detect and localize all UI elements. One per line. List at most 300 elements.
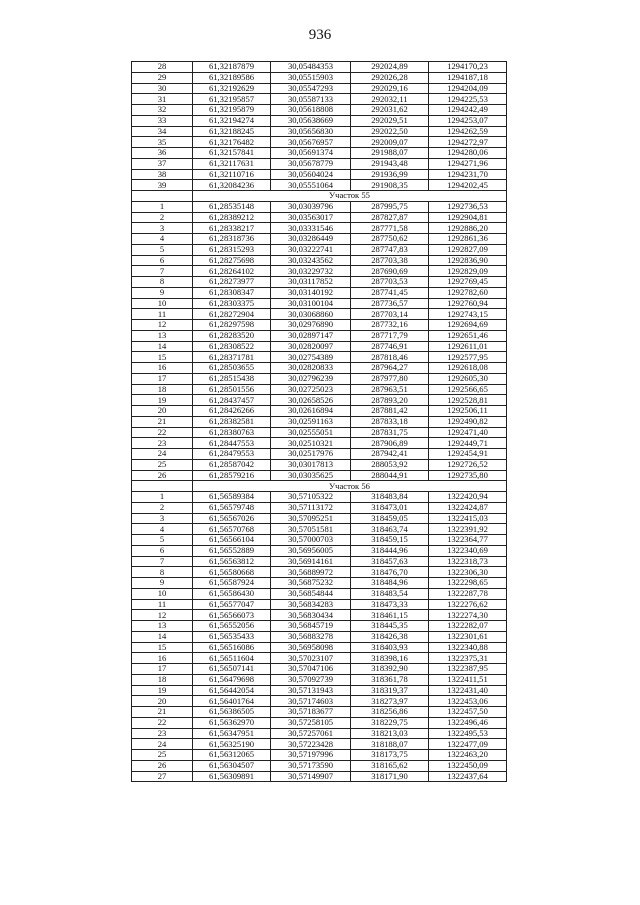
point-number-cell: 8 xyxy=(132,567,193,578)
table-row xyxy=(132,62,507,73)
latitude-cell: 61,28380763 xyxy=(193,427,271,438)
latitude-cell: 61,56535433 xyxy=(193,631,271,642)
longitude-cell: 30,57197996 xyxy=(271,750,351,761)
longitude-cell: 30,03017813 xyxy=(271,459,351,470)
x-coordinate-cell: 291908,35 xyxy=(351,180,429,191)
y-coordinate-cell: 1322387,95 xyxy=(429,664,507,675)
longitude-cell: 30,56854844 xyxy=(271,588,351,599)
point-number-cell: 24 xyxy=(132,449,193,460)
longitude-cell: 30,05515903 xyxy=(271,72,351,83)
table-row xyxy=(132,180,507,191)
y-coordinate-cell: 1322457,50 xyxy=(429,707,507,718)
longitude-cell: 30,56956005 xyxy=(271,545,351,556)
point-number-cell: 3 xyxy=(132,513,193,524)
point-number-cell: 1 xyxy=(132,201,193,212)
longitude-cell: 30,56914161 xyxy=(271,556,351,567)
latitude-cell: 61,28389212 xyxy=(193,212,271,223)
y-coordinate-cell: 1294187,18 xyxy=(429,72,507,83)
longitude-cell: 30,02591163 xyxy=(271,416,351,427)
latitude-cell: 61,28437457 xyxy=(193,395,271,406)
y-coordinate-cell: 1292471,40 xyxy=(429,427,507,438)
table-row xyxy=(132,309,507,320)
table-row xyxy=(132,567,507,578)
y-coordinate-cell: 1322450,09 xyxy=(429,760,507,771)
y-coordinate-cell: 1292904,81 xyxy=(429,212,507,223)
table-row xyxy=(132,94,507,105)
y-coordinate-cell: 1294202,45 xyxy=(429,180,507,191)
longitude-cell: 30,05551064 xyxy=(271,180,351,191)
point-number-cell: 22 xyxy=(132,427,193,438)
table-row xyxy=(132,599,507,610)
x-coordinate-cell: 318173,75 xyxy=(351,750,429,761)
longitude-cell: 30,57257061 xyxy=(271,728,351,739)
y-coordinate-cell: 1322411,51 xyxy=(429,674,507,685)
x-coordinate-cell: 287831,75 xyxy=(351,427,429,438)
y-coordinate-cell: 1322298,65 xyxy=(429,578,507,589)
y-coordinate-cell: 1322437,64 xyxy=(429,771,507,782)
latitude-cell: 61,28426266 xyxy=(193,406,271,417)
point-number-cell: 11 xyxy=(132,599,193,610)
x-coordinate-cell: 318213,03 xyxy=(351,728,429,739)
y-coordinate-cell: 1294225,53 xyxy=(429,94,507,105)
latitude-cell: 61,32117631 xyxy=(193,158,271,169)
x-coordinate-cell: 287703,38 xyxy=(351,255,429,266)
longitude-cell: 30,57051581 xyxy=(271,524,351,535)
y-coordinate-cell: 1292735,80 xyxy=(429,470,507,481)
table-row xyxy=(132,406,507,417)
section-blank-cell xyxy=(132,191,193,202)
longitude-cell: 30,56845719 xyxy=(271,621,351,632)
table-row xyxy=(132,277,507,288)
longitude-cell: 30,02796239 xyxy=(271,373,351,384)
coordinates-table-body xyxy=(132,62,507,782)
latitude-cell: 61,28535148 xyxy=(193,201,271,212)
point-number-cell: 3 xyxy=(132,223,193,234)
longitude-cell: 30,57105322 xyxy=(271,492,351,503)
table-row xyxy=(132,137,507,148)
latitude-cell: 61,56479698 xyxy=(193,674,271,685)
table-row xyxy=(132,298,507,309)
longitude-cell: 30,56883278 xyxy=(271,631,351,642)
table-row xyxy=(132,244,507,255)
latitude-cell: 61,56586430 xyxy=(193,588,271,599)
y-coordinate-cell: 1322306,30 xyxy=(429,567,507,578)
latitude-cell: 61,56401764 xyxy=(193,696,271,707)
x-coordinate-cell: 318188,07 xyxy=(351,739,429,750)
table-row xyxy=(132,384,507,395)
x-coordinate-cell: 318473,33 xyxy=(351,599,429,610)
longitude-cell: 30,56834283 xyxy=(271,599,351,610)
table-row xyxy=(132,470,507,481)
table-row xyxy=(132,513,507,524)
point-number-cell: 34 xyxy=(132,126,193,137)
longitude-cell: 30,05691374 xyxy=(271,148,351,159)
latitude-cell: 61,32189586 xyxy=(193,72,271,83)
latitude-cell: 61,28297598 xyxy=(193,320,271,331)
latitude-cell: 61,32187879 xyxy=(193,62,271,73)
latitude-cell: 61,28273977 xyxy=(193,277,271,288)
x-coordinate-cell: 318483,84 xyxy=(351,492,429,503)
x-coordinate-cell: 318445,35 xyxy=(351,621,429,632)
table-row xyxy=(132,728,507,739)
point-number-cell: 2 xyxy=(132,212,193,223)
latitude-cell: 61,32195857 xyxy=(193,94,271,105)
latitude-cell: 61,32084236 xyxy=(193,180,271,191)
y-coordinate-cell: 1292836,90 xyxy=(429,255,507,266)
longitude-cell: 30,05484353 xyxy=(271,62,351,73)
y-coordinate-cell: 1292829,09 xyxy=(429,266,507,277)
y-coordinate-cell: 1292449,71 xyxy=(429,438,507,449)
y-coordinate-cell: 1292736,53 xyxy=(429,201,507,212)
table-row xyxy=(132,588,507,599)
y-coordinate-cell: 1292528,81 xyxy=(429,395,507,406)
section-header-row xyxy=(132,481,507,492)
latitude-cell: 61,56552056 xyxy=(193,621,271,632)
y-coordinate-cell: 1322463,20 xyxy=(429,750,507,761)
point-number-cell: 10 xyxy=(132,588,193,599)
longitude-cell: 30,03563017 xyxy=(271,212,351,223)
table-row xyxy=(132,201,507,212)
x-coordinate-cell: 292009,07 xyxy=(351,137,429,148)
table-row xyxy=(132,148,507,159)
table-row xyxy=(132,320,507,331)
x-coordinate-cell: 318463,74 xyxy=(351,524,429,535)
x-coordinate-cell: 287833,18 xyxy=(351,416,429,427)
latitude-cell: 61,56566073 xyxy=(193,610,271,621)
table-row xyxy=(132,223,507,234)
y-coordinate-cell: 1322477,09 xyxy=(429,739,507,750)
table-row xyxy=(132,664,507,675)
x-coordinate-cell: 287827,87 xyxy=(351,212,429,223)
latitude-cell: 61,56325190 xyxy=(193,739,271,750)
longitude-cell: 30,02820833 xyxy=(271,363,351,374)
point-number-cell: 5 xyxy=(132,535,193,546)
x-coordinate-cell: 287964,27 xyxy=(351,363,429,374)
latitude-cell: 61,56309891 xyxy=(193,771,271,782)
x-coordinate-cell: 318319,37 xyxy=(351,685,429,696)
table-row xyxy=(132,760,507,771)
x-coordinate-cell: 318273,97 xyxy=(351,696,429,707)
longitude-cell: 30,02820097 xyxy=(271,341,351,352)
latitude-cell: 61,28272904 xyxy=(193,309,271,320)
table-row xyxy=(132,72,507,83)
latitude-cell: 61,32188245 xyxy=(193,126,271,137)
point-number-cell: 23 xyxy=(132,728,193,739)
y-coordinate-cell: 1322375,31 xyxy=(429,653,507,664)
table-row xyxy=(132,449,507,460)
longitude-cell: 30,57258105 xyxy=(271,717,351,728)
latitude-cell: 61,56570768 xyxy=(193,524,271,535)
y-coordinate-cell: 1322424,87 xyxy=(429,502,507,513)
longitude-cell: 30,05656830 xyxy=(271,126,351,137)
y-coordinate-cell: 1292454,91 xyxy=(429,449,507,460)
table-row xyxy=(132,341,507,352)
latitude-cell: 61,32194274 xyxy=(193,115,271,126)
y-coordinate-cell: 1322287,78 xyxy=(429,588,507,599)
table-row xyxy=(132,255,507,266)
point-number-cell: 20 xyxy=(132,696,193,707)
x-coordinate-cell: 318483,54 xyxy=(351,588,429,599)
table-row xyxy=(132,653,507,664)
point-number-cell: 7 xyxy=(132,556,193,567)
longitude-cell: 30,57223428 xyxy=(271,739,351,750)
x-coordinate-cell: 318459,05 xyxy=(351,513,429,524)
x-coordinate-cell: 318403,93 xyxy=(351,642,429,653)
latitude-cell: 61,32195879 xyxy=(193,105,271,116)
table-row xyxy=(132,739,507,750)
longitude-cell: 30,03035625 xyxy=(271,470,351,481)
x-coordinate-cell: 291936,99 xyxy=(351,169,429,180)
latitude-cell: 61,28503655 xyxy=(193,363,271,374)
latitude-cell: 61,28283520 xyxy=(193,330,271,341)
table-row xyxy=(132,395,507,406)
point-number-cell: 15 xyxy=(132,642,193,653)
x-coordinate-cell: 292024,89 xyxy=(351,62,429,73)
y-coordinate-cell: 1292782,60 xyxy=(429,287,507,298)
latitude-cell: 61,56563812 xyxy=(193,556,271,567)
longitude-cell: 30,02897147 xyxy=(271,330,351,341)
y-coordinate-cell: 1294253,07 xyxy=(429,115,507,126)
table-row xyxy=(132,287,507,298)
x-coordinate-cell: 287893,20 xyxy=(351,395,429,406)
point-number-cell: 9 xyxy=(132,287,193,298)
longitude-cell: 30,03222741 xyxy=(271,244,351,255)
latitude-cell: 61,56312065 xyxy=(193,750,271,761)
longitude-cell: 30,05587133 xyxy=(271,94,351,105)
table-row xyxy=(132,158,507,169)
y-coordinate-cell: 1294170,23 xyxy=(429,62,507,73)
latitude-cell: 61,56347951 xyxy=(193,728,271,739)
longitude-cell: 30,03068860 xyxy=(271,309,351,320)
y-coordinate-cell: 1322420,94 xyxy=(429,492,507,503)
point-number-cell: 14 xyxy=(132,341,193,352)
point-number-cell: 4 xyxy=(132,234,193,245)
y-coordinate-cell: 1292618,08 xyxy=(429,363,507,374)
point-number-cell: 31 xyxy=(132,94,193,105)
latitude-cell: 61,28579216 xyxy=(193,470,271,481)
longitude-cell: 30,57113172 xyxy=(271,502,351,513)
point-number-cell: 23 xyxy=(132,438,193,449)
point-number-cell: 13 xyxy=(132,621,193,632)
latitude-cell: 61,32157841 xyxy=(193,148,271,159)
table-row xyxy=(132,212,507,223)
longitude-cell: 30,03039796 xyxy=(271,201,351,212)
y-coordinate-cell: 1294280,06 xyxy=(429,148,507,159)
y-coordinate-cell: 1322496,46 xyxy=(429,717,507,728)
longitude-cell: 30,02517976 xyxy=(271,449,351,460)
longitude-cell: 30,56889972 xyxy=(271,567,351,578)
y-coordinate-cell: 1292769,45 xyxy=(429,277,507,288)
y-coordinate-cell: 1292490,82 xyxy=(429,416,507,427)
longitude-cell: 30,57092739 xyxy=(271,674,351,685)
latitude-cell: 61,56507141 xyxy=(193,664,271,675)
table-row xyxy=(132,502,507,513)
point-number-cell: 21 xyxy=(132,416,193,427)
x-coordinate-cell: 287881,42 xyxy=(351,406,429,417)
point-number-cell: 35 xyxy=(132,137,193,148)
point-number-cell: 19 xyxy=(132,395,193,406)
y-coordinate-cell: 1294204,09 xyxy=(429,83,507,94)
y-coordinate-cell: 1322318,73 xyxy=(429,556,507,567)
x-coordinate-cell: 318398,16 xyxy=(351,653,429,664)
y-coordinate-cell: 1292506,11 xyxy=(429,406,507,417)
section-title: Участок 55 xyxy=(193,191,507,202)
table-row xyxy=(132,621,507,632)
point-number-cell: 36 xyxy=(132,148,193,159)
table-row xyxy=(132,352,507,363)
longitude-cell: 30,57183677 xyxy=(271,707,351,718)
x-coordinate-cell: 318473,01 xyxy=(351,502,429,513)
point-number-cell: 17 xyxy=(132,373,193,384)
point-number-cell: 28 xyxy=(132,62,193,73)
x-coordinate-cell: 318459,15 xyxy=(351,535,429,546)
point-number-cell: 19 xyxy=(132,685,193,696)
table-row xyxy=(132,115,507,126)
x-coordinate-cell: 287771,58 xyxy=(351,223,429,234)
x-coordinate-cell: 287942,41 xyxy=(351,449,429,460)
longitude-cell: 30,02725023 xyxy=(271,384,351,395)
longitude-cell: 30,56958098 xyxy=(271,642,351,653)
x-coordinate-cell: 288044,91 xyxy=(351,470,429,481)
x-coordinate-cell: 287717,79 xyxy=(351,330,429,341)
x-coordinate-cell: 287703,14 xyxy=(351,309,429,320)
y-coordinate-cell: 1322364,77 xyxy=(429,535,507,546)
latitude-cell: 61,56386505 xyxy=(193,707,271,718)
latitude-cell: 61,28501556 xyxy=(193,384,271,395)
point-number-cell: 22 xyxy=(132,717,193,728)
longitude-cell: 30,57095251 xyxy=(271,513,351,524)
x-coordinate-cell: 287906,89 xyxy=(351,438,429,449)
longitude-cell: 30,03100104 xyxy=(271,298,351,309)
x-coordinate-cell: 287995,75 xyxy=(351,201,429,212)
x-coordinate-cell: 287977,80 xyxy=(351,373,429,384)
point-number-cell: 4 xyxy=(132,524,193,535)
table-row xyxy=(132,234,507,245)
table-row xyxy=(132,535,507,546)
point-number-cell: 13 xyxy=(132,330,193,341)
point-number-cell: 25 xyxy=(132,459,193,470)
x-coordinate-cell: 287741,45 xyxy=(351,287,429,298)
point-number-cell: 12 xyxy=(132,610,193,621)
x-coordinate-cell: 291988,07 xyxy=(351,148,429,159)
longitude-cell: 30,05604024 xyxy=(271,169,351,180)
y-coordinate-cell: 1322391,92 xyxy=(429,524,507,535)
latitude-cell: 61,32192629 xyxy=(193,83,271,94)
x-coordinate-cell: 318461,15 xyxy=(351,610,429,621)
longitude-cell: 30,05547293 xyxy=(271,83,351,94)
x-coordinate-cell: 318484,96 xyxy=(351,578,429,589)
y-coordinate-cell: 1322340,69 xyxy=(429,545,507,556)
x-coordinate-cell: 288053,92 xyxy=(351,459,429,470)
x-coordinate-cell: 292032,11 xyxy=(351,94,429,105)
point-number-cell: 5 xyxy=(132,244,193,255)
y-coordinate-cell: 1292566,65 xyxy=(429,384,507,395)
latitude-cell: 61,28515438 xyxy=(193,373,271,384)
point-number-cell: 10 xyxy=(132,298,193,309)
y-coordinate-cell: 1322274,30 xyxy=(429,610,507,621)
x-coordinate-cell: 287732,16 xyxy=(351,320,429,331)
y-coordinate-cell: 1292611,01 xyxy=(429,341,507,352)
longitude-cell: 30,05678779 xyxy=(271,158,351,169)
y-coordinate-cell: 1322301,61 xyxy=(429,631,507,642)
y-coordinate-cell: 1292827,09 xyxy=(429,244,507,255)
x-coordinate-cell: 318361,78 xyxy=(351,674,429,685)
longitude-cell: 30,57023107 xyxy=(271,653,351,664)
y-coordinate-cell: 1292694,69 xyxy=(429,320,507,331)
x-coordinate-cell: 318171,90 xyxy=(351,771,429,782)
latitude-cell: 61,32176482 xyxy=(193,137,271,148)
latitude-cell: 61,56577047 xyxy=(193,599,271,610)
y-coordinate-cell: 1322453,06 xyxy=(429,696,507,707)
y-coordinate-cell: 1294242,49 xyxy=(429,105,507,116)
x-coordinate-cell: 318392,90 xyxy=(351,664,429,675)
table-row xyxy=(132,363,507,374)
point-number-cell: 37 xyxy=(132,158,193,169)
longitude-cell: 30,57131943 xyxy=(271,685,351,696)
section-header-row xyxy=(132,191,507,202)
point-number-cell: 38 xyxy=(132,169,193,180)
y-coordinate-cell: 1294231,70 xyxy=(429,169,507,180)
point-number-cell: 2 xyxy=(132,502,193,513)
longitude-cell: 30,02616894 xyxy=(271,406,351,417)
point-number-cell: 16 xyxy=(132,653,193,664)
point-number-cell: 21 xyxy=(132,707,193,718)
x-coordinate-cell: 292029,16 xyxy=(351,83,429,94)
y-coordinate-cell: 1292861,36 xyxy=(429,234,507,245)
latitude-cell: 61,32110716 xyxy=(193,169,271,180)
point-number-cell: 30 xyxy=(132,83,193,94)
longitude-cell: 30,02754389 xyxy=(271,352,351,363)
longitude-cell: 30,05638669 xyxy=(271,115,351,126)
latitude-cell: 61,56567026 xyxy=(193,513,271,524)
y-coordinate-cell: 1292760,94 xyxy=(429,298,507,309)
latitude-cell: 61,28275698 xyxy=(193,255,271,266)
table-row xyxy=(132,83,507,94)
x-coordinate-cell: 287963,51 xyxy=(351,384,429,395)
table-row xyxy=(132,373,507,384)
table-row xyxy=(132,524,507,535)
y-coordinate-cell: 1294262,59 xyxy=(429,126,507,137)
y-coordinate-cell: 1294271,96 xyxy=(429,158,507,169)
point-number-cell: 24 xyxy=(132,739,193,750)
table-row xyxy=(132,330,507,341)
coordinates-table xyxy=(131,61,507,782)
x-coordinate-cell: 292029,51 xyxy=(351,115,429,126)
longitude-cell: 30,56875232 xyxy=(271,578,351,589)
latitude-cell: 61,56442054 xyxy=(193,685,271,696)
table-row xyxy=(132,126,507,137)
table-row xyxy=(132,610,507,621)
table-row xyxy=(132,717,507,728)
x-coordinate-cell: 287747,83 xyxy=(351,244,429,255)
x-coordinate-cell: 318229,75 xyxy=(351,717,429,728)
x-coordinate-cell: 287736,57 xyxy=(351,298,429,309)
table-row xyxy=(132,416,507,427)
y-coordinate-cell: 1322495,53 xyxy=(429,728,507,739)
y-coordinate-cell: 1322340,88 xyxy=(429,642,507,653)
latitude-cell: 61,28315293 xyxy=(193,244,271,255)
y-coordinate-cell: 1322415,03 xyxy=(429,513,507,524)
x-coordinate-cell: 291943,48 xyxy=(351,158,429,169)
point-number-cell: 26 xyxy=(132,470,193,481)
latitude-cell: 61,28264102 xyxy=(193,266,271,277)
longitude-cell: 30,03229732 xyxy=(271,266,351,277)
longitude-cell: 30,03117852 xyxy=(271,277,351,288)
point-number-cell: 20 xyxy=(132,406,193,417)
longitude-cell: 30,57173590 xyxy=(271,760,351,771)
table-row xyxy=(132,642,507,653)
point-number-cell: 27 xyxy=(132,771,193,782)
